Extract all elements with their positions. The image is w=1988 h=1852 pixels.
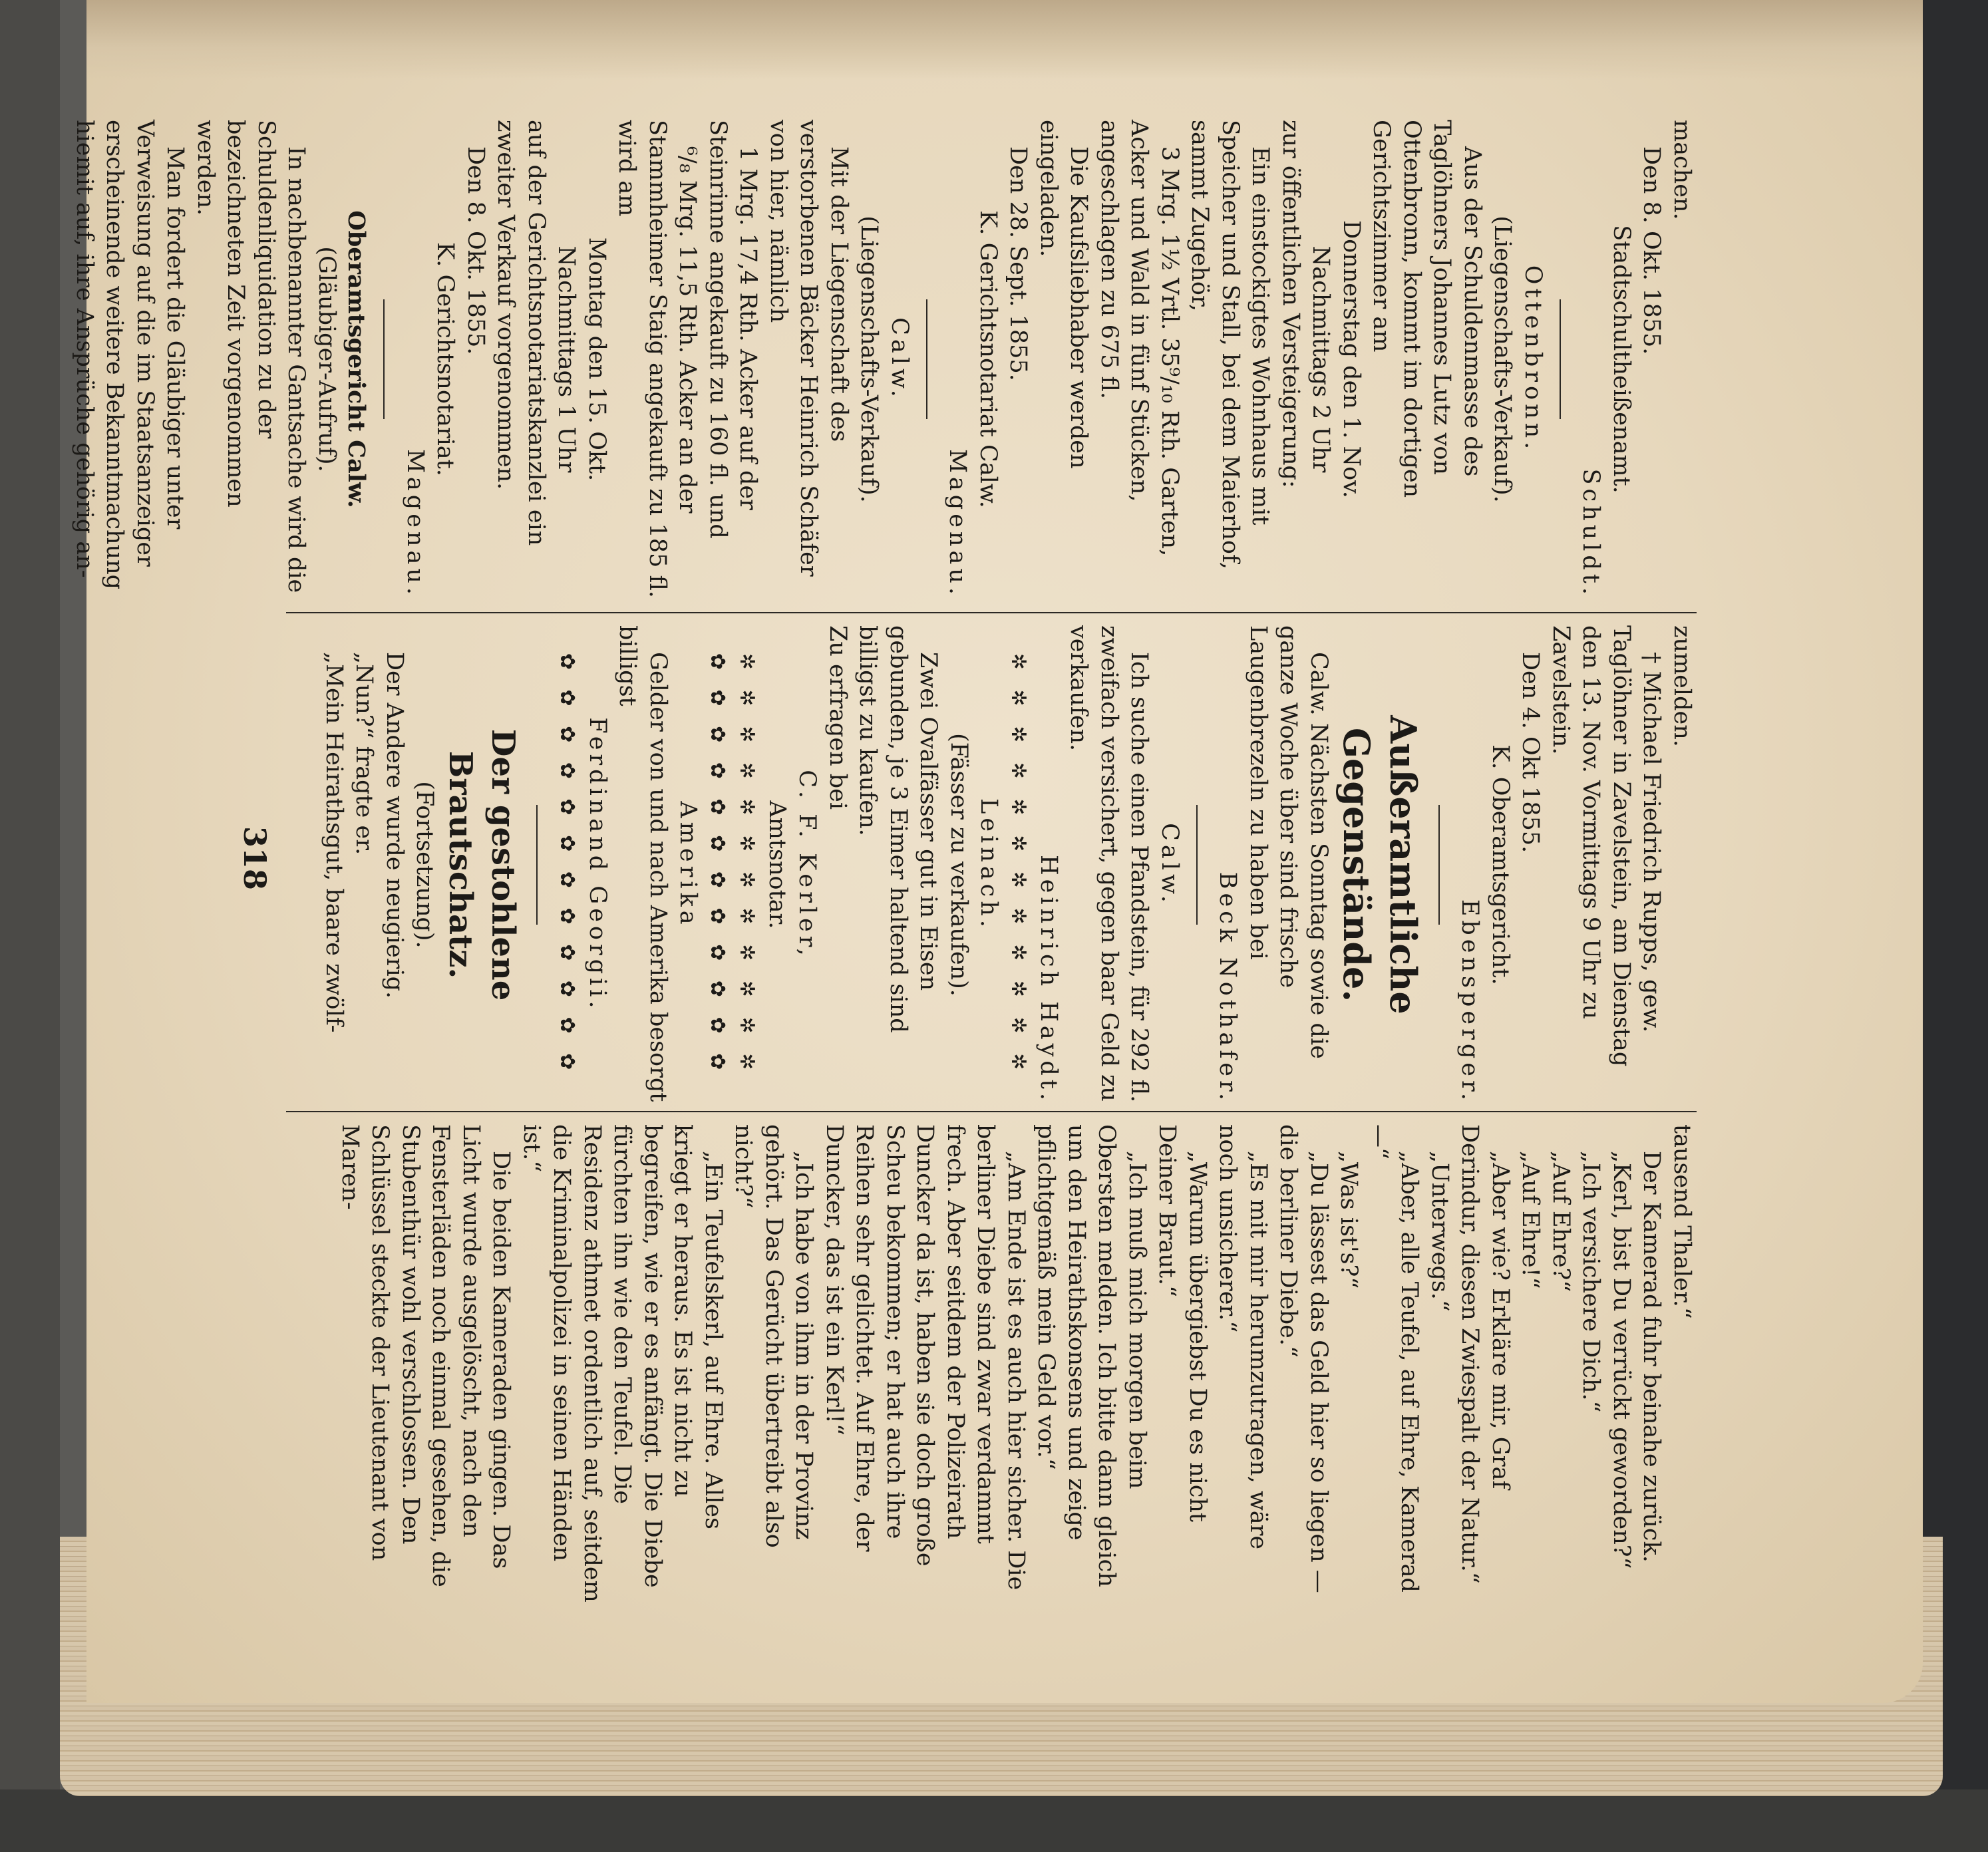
text-line: (Liegenschafts-Verkauf). — [1489, 216, 1516, 503]
section-divider — [537, 805, 538, 925]
text-line: Schuldt. — [1577, 468, 1605, 599]
text-line: „Unterwegs.“ — [1426, 1151, 1453, 1312]
section-heading: Außeramtliche Gegenstände. — [1335, 715, 1424, 1014]
text-line: ⁶/₈ Mrg. 11,5 Rth. Acker an der Stammheimer Staig angekauft zu 185 fl. — [644, 120, 701, 598]
text-line: Ottenbronn. — [1520, 265, 1546, 454]
text-line: In nachbenannter Gantsache wird die Schuldenliquidation zu der bezeichneten Zeit vorgenommen werden. — [192, 120, 310, 593]
text-line: Calw. — [886, 317, 913, 401]
text-line: (Fortsetzung). — [411, 781, 438, 949]
text-line: Zwei Ovalfässer gut in Eisen gebunden, je 3 Eimer haltend sind billigst zu kaufen. — [854, 625, 942, 1033]
rotated-text-plane — [71, 120, 1697, 1603]
text-line: wird am — [613, 120, 641, 217]
text-line: Gelder von und nach Amerika besorgt billigst — [614, 625, 671, 1102]
book-cover-bottom — [0, 1789, 1988, 1852]
text-line: „Warum übergiebst Du es nicht Deiner Braut.“ — [1154, 1124, 1211, 1523]
text-line: „Ich habe von ihm in der Provinz gehört. Das Gerücht übertreibt also nicht?“ — [730, 1124, 818, 1548]
page-number: 318 — [237, 826, 273, 891]
text-line: Aus der Schuldenmasse des Taglöhners Johannes Lutz von Ottenbronn, kommt im dortigen Gerichtszimmer am — [1368, 120, 1486, 498]
text-line: K. Oberamtsgericht. — [1487, 744, 1514, 985]
text-line: „Es mit mir herumzutragen, wäre noch unsicherer.“ — [1214, 1124, 1271, 1550]
text-line: Der Kamerad fuhr beinahe zurück. — [1638, 1151, 1665, 1563]
text-line: Ein einstockigtes Wohnhaus mit Speicher und Stall, bei dem Maierhof, sammt Zugehör, — [1186, 120, 1274, 569]
text-line: Donnerstag den 1. Nov. — [1338, 220, 1365, 498]
section-divider — [384, 299, 385, 419]
text-line: „Auf Ehre?“ — [1548, 1151, 1574, 1293]
text-line: 1 Mrg. 17,4 Rth. Acker auf der Steinrinne angekauft zu 160 fl. und — [705, 120, 762, 539]
text-line: Heinrich Haydt. — [1035, 855, 1062, 1104]
text-line: machen. — [1669, 120, 1695, 220]
text-line: zur öffentlichen Versteigerung: — [1277, 120, 1304, 488]
text-line: „Auf Ehre!“ — [1517, 1151, 1544, 1289]
text-line: Oberamtsgericht Calw. — [343, 210, 371, 508]
text-line: Magenau. — [944, 449, 971, 599]
text-line: Nachmittags 2 Uhr — [1307, 245, 1335, 473]
section-divider — [1438, 805, 1440, 925]
text-line: Amerika — [675, 801, 702, 929]
text-line: „Ich muß mich morgen beim Obersten melden. Ich bitte dann gleich um den Heirathskonsens und zeige pflichtgemäß mein Geld vor.“ — [1033, 1124, 1150, 1587]
text-line: „Du lässest das Geld hier so liegen — die berliner Diebe.“ — [1275, 1124, 1332, 1593]
text-line: Den 8. Okt. 1855. — [462, 146, 489, 355]
text-line: Amtsnotar. — [764, 800, 790, 929]
section-heading: Der gestohlene Brautschatz. — [442, 728, 522, 1001]
text-line: K. Gerichtsnotariat Calw. — [975, 210, 1001, 508]
text-line: Nachmittags 1 Uhr — [553, 245, 580, 473]
section-divider — [1196, 805, 1198, 925]
section-divider — [1560, 299, 1561, 419]
text-line: Ebensperger. — [1456, 899, 1484, 1104]
text-line: „Ich versichere Dich.“ — [1577, 1151, 1605, 1413]
column-divider-1 — [286, 612, 1697, 613]
text-line: † Michael Friedrich Rupps, gew. Taglöhner in Zavelstein, am Dienstag den 13. Nov. Vormittags 9 Uhr zu Zavelstein. — [1548, 625, 1665, 1067]
text-line: „Aber wie? Erkläre mir, Graf Derindur, diesen Zwiespalt der Natur.“ — [1456, 1124, 1514, 1584]
text-line: auf der Gerichtsnotariatskanzlei ein zweiter Verkauf vorgenommen. — [492, 120, 550, 546]
book-cover-left — [0, 0, 60, 1852]
text-line: Leinach. — [975, 798, 1003, 931]
text-line: (Fässer zu verkaufen). — [945, 733, 972, 997]
text-line: K. Gerichtsnotariat. — [432, 242, 459, 476]
text-line: Magenau. — [402, 449, 428, 599]
text-line: Der Andere wurde neugierig. — [381, 652, 408, 999]
text-line: zumelden. — [1669, 625, 1695, 747]
ornament-row: ✲ ✲ ✲ ✲ ✲ ✲ ✲ ✲ ✲ ✲ ✲ ✲ — [1007, 653, 1031, 1077]
text-line: 3 Mrg. 1½ Vrtl. 35⁹/₁₀ Rth. Garten, Acker und Wald in fünf Stücken, angeschlagen zu 675 fl. — [1096, 120, 1183, 557]
text-line: C. F. Kerler, — [794, 770, 821, 960]
column-1 — [71, 120, 1697, 599]
text-line: Man fordert die Gläubiger unter Verweisung auf die im Staatsanzeiger erscheinende weitere Bekanntmachung hiemit auf, ihre Ansprüche gehörig an- — [71, 120, 189, 590]
column-2 — [286, 625, 1697, 1104]
text-line: Ferdinand Georgii. — [584, 717, 611, 1012]
text-line: „Was ist's?“ — [1335, 1151, 1363, 1289]
text-line: „Nun?“ fragte er. — [351, 652, 378, 855]
text-line: tausend Thaler.“ — [1669, 1124, 1695, 1319]
text-line: Montag den 15. Okt. — [583, 237, 610, 482]
text-line: Stadtschultheißenamt. — [1608, 225, 1635, 494]
text-line: „Kerl, bist Du verrückt geworden?“ — [1608, 1151, 1635, 1569]
section-divider — [926, 299, 927, 419]
text-line: Die beiden Kameraden gingen. Das Licht wurde ausgelöscht, nach den Fensterläden noch einmal gesehen, die Stubenthür wohl verschlossen. Den Schlüssel steckte der Lieutenant von Maren- — [337, 1124, 515, 1587]
text-line: Beck Nothafer. — [1214, 871, 1242, 1104]
ornament-row: ✿ ✿ ✿ ✿ ✿ ✿ ✿ ✿ ✿ ✿ ✿ ✿ — [706, 653, 730, 1077]
text-line: Zu erfragen bei — [824, 625, 851, 810]
binding-gutter — [86, 0, 1923, 80]
text-line: Den 4. Okt 1855. — [1517, 652, 1544, 853]
text-line: Calw. Nächsten Sonntag sowie die ganze Woche über sind frische Laugenbrezeln zu haben bei — [1245, 625, 1332, 1059]
text-line: Calw. — [1156, 823, 1183, 907]
text-line: „Mein Heirathsgut, baare zwölf- — [321, 652, 347, 1033]
column-3 — [286, 1124, 1697, 1603]
text-line: Den 8. Okt. 1855. — [1638, 146, 1665, 355]
ornament-row: ✲ ✲ ✲ ✲ ✲ ✲ ✲ ✲ ✲ ✲ ✲ ✲ — [735, 653, 759, 1077]
text-line: Die Kaufsliebhaber werden eingeladen. — [1035, 120, 1092, 469]
text-line: Den 28. Sept. 1855. — [1005, 146, 1032, 381]
ornament-row: ✿ ✿ ✿ ✿ ✿ ✿ ✿ ✿ ✿ ✿ ✿ ✿ — [556, 653, 580, 1077]
text-line: „Aber, alle Teufel, auf Ehre, Kamerad —“ — [1366, 1124, 1423, 1593]
text-line: „Am Ende ist es auch hier sicher. Die berliner Diebe sind zwar verdammt frech. Aber seitdem der Polizeirath Duncker da ist, haben sie doch große Scheu bekommen; er hat auch ihre Reihen sehr gelichtet. Auf Ehre, der Duncker, das ist ein Kerl!“ — [821, 1124, 1029, 1591]
text-line: Mit der Liegenschaft des verstorbenen Bäcker Heinrich Schäfer von hier, nämlich — [765, 120, 852, 577]
text-line: „Ein Teufelskerl, auf Ehre. Alles kriegt er heraus. Es ist nicht zu begreifen, wie er es anfängt. Die Diebe fürchten ihn wie den Teufel. Die Residenz athmet ordentlich auf, seitdem die Kriminalpolizei in seinen Händen ist.“ — [518, 1124, 727, 1603]
column-divider-2 — [286, 1111, 1697, 1112]
text-line: (Gläubiger-Aufruf). — [313, 246, 340, 472]
text-line: (Liegenschafts-Verkauf). — [856, 216, 883, 503]
text-line: Ich suche einen Pfandstein, für 292 fl. zweifach versichert, gegen baar Geld zu verkaufen. — [1065, 625, 1153, 1103]
